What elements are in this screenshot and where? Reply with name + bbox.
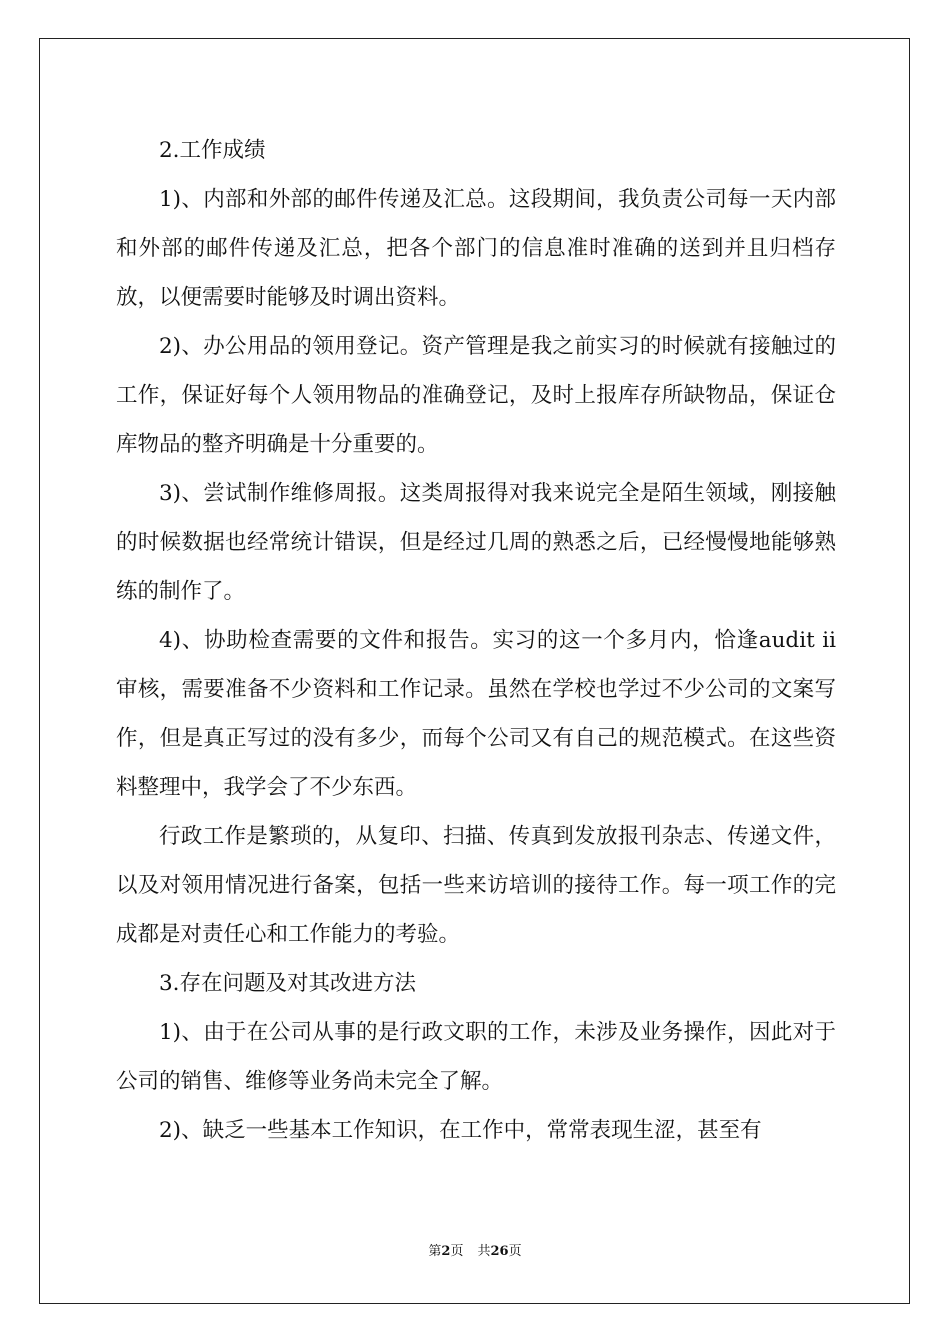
paragraph-document-check: 4)、协助检查需要的文件和报告。实习的这一个多月内，恰逢audit ii 审核，需要准备不少资料和工作记录。虽然在学校也学过不少公司的文案写作，但是真正写过的没有多少，而每个公司又有自己的规范模式。在这些资料整理中，我学会了不少东西。 xyxy=(116,628,836,800)
paragraph-mail-delivery: 1)、内部和外部的邮件传递及汇总。这段期间，我负责公司每一天内部和外部的邮件传递及汇总，把各个部门的信息准时准确的送到并且归档存放，以便需要时能够及时调出资料。 xyxy=(116,187,836,310)
document-body xyxy=(116,126,836,1155)
paragraph-admin-work: 行政工作是繁琐的，从复印、扫描、传真到发放报刊杂志、传递文件，以及对领用情况进行备案，包括一些来访培训的接待工作。每一项工作的完成都是对责任心和工作能力的考验。 xyxy=(116,824,836,947)
page-footer xyxy=(0,1243,950,1261)
section-heading-work-results: 2.工作成绩 xyxy=(159,138,266,163)
section-heading-problems: 3.存在问题及对其改进方法 xyxy=(159,971,417,996)
page-total-label: 共26页 xyxy=(477,1244,522,1259)
paragraph-problem-1: 1)、由于在公司从事的是行政文职的工作，未涉及业务操作，因此对于公司的销售、维修等业务尚未完全了解。 xyxy=(116,1020,836,1094)
paragraph-office-supplies: 2)、办公用品的领用登记。资产管理是我之前实习的时候就有接触过的工作，保证好每个人领用物品的准确登记，及时上报库存所缺物品，保证仓库物品的整齐明确是十分重要的。 xyxy=(116,334,836,457)
paragraph-repair-weekly-report: 3)、尝试制作维修周报。这类周报得对我来说完全是陌生领域，刚接触的时候数据也经常统计错误，但是经过几周的熟悉之后，已经慢慢地能够熟练的制作了。 xyxy=(116,481,836,604)
page-number-label: 第2页 xyxy=(428,1244,464,1259)
paragraph-problem-2: 2)、缺乏一些基本工作知识，在工作中，常常表现生涩，甚至有 xyxy=(159,1118,762,1143)
